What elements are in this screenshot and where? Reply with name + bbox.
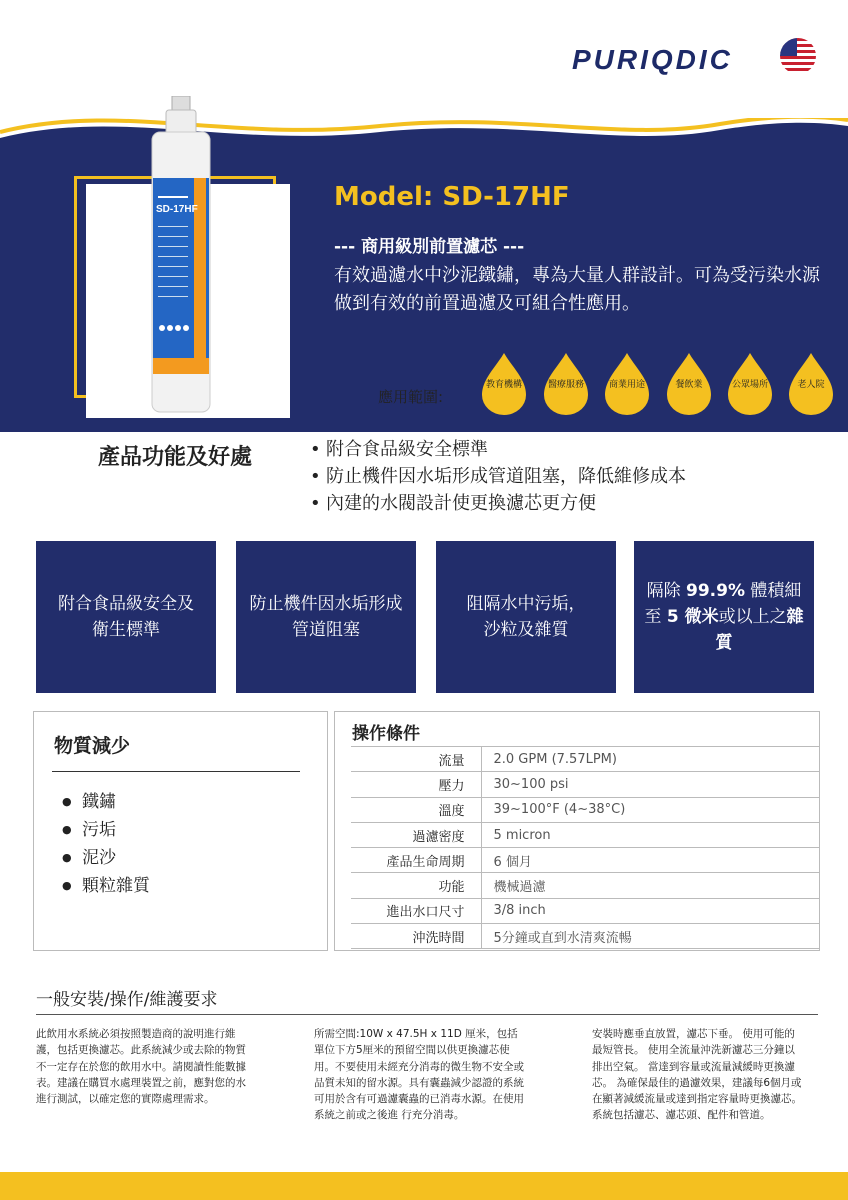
application-label: 餐飲業	[675, 380, 703, 390]
filter-cartridge-image	[150, 96, 212, 420]
reduction-title: 物質減少	[54, 735, 131, 757]
feature-item: • 內建的水閥設計使更換濾芯更方便	[310, 490, 686, 517]
feature-item: • 防止機件因水垢形成管道阻塞，降低維修成本	[310, 463, 686, 490]
operating-title: 操作條件	[352, 724, 420, 744]
reduction-item: ● 污垢	[62, 816, 150, 844]
cartridge-label: SD-17HF	[156, 204, 198, 215]
feature-box-text: 防止機件因水垢形成管道阻塞	[249, 594, 403, 640]
table-row: 壓力 30~100 psi	[351, 772, 819, 797]
install-column-3: 安裝時應垂直放置，濾芯下垂。 使用可能的最短管長。 使用全流量沖洗新濾芯三分鐘以排出空氣。 當達到容量或流量減緩時更換濾芯。 為確保最佳的過濾效果，建議每6個月或在顯著減緩流量或達到指定容量時更換濾芯。 系統包括濾芯、濾芯頭、配件和管道。	[592, 1028, 802, 1122]
feature-box	[436, 541, 616, 693]
table-row: 進出水口尺寸 3/8 inch	[351, 898, 819, 923]
application-drop	[785, 351, 837, 417]
features-title: 產品功能及好處	[98, 445, 253, 470]
features-list	[310, 436, 686, 517]
application-label: 教育機構	[485, 380, 522, 390]
table-row: 流量 2.0 GPM (7.57LPM)	[351, 747, 819, 772]
feature-box	[236, 541, 416, 693]
feature-box-text: 阻隔水中污垢，沙粒及雜質	[466, 594, 586, 640]
reduction-item: ● 鐵鏽	[62, 788, 150, 816]
reduction-item: ● 顆粒雜質	[62, 872, 150, 900]
feature-box-text: 隔除 99.9% 體積細至 5 微米或以上之雜質	[644, 581, 804, 653]
feature-box-text: 附合食品級安全及衛生標準	[58, 594, 194, 640]
table-row: 沖洗時間 5分鐘或直到水清爽流暢	[351, 924, 819, 949]
application-drop	[478, 351, 530, 417]
model-title: Model: SD-17HF	[334, 182, 570, 212]
reduction-list	[62, 788, 150, 900]
operating-table	[351, 746, 819, 949]
application-drop	[540, 351, 592, 417]
footer-bar	[0, 1172, 848, 1200]
application-label: 商業用途	[608, 380, 645, 390]
application-label: 老人院	[797, 380, 825, 390]
application-drop	[724, 351, 776, 417]
table-row: 過濾密度 5 micron	[351, 822, 819, 847]
brand-logo: PURIQDIC	[572, 44, 733, 75]
reduction-item: ● 泥沙	[62, 844, 150, 872]
table-row: 功能 機械過濾	[351, 873, 819, 898]
feature-box	[634, 541, 814, 693]
table-row: 產品生命周期 6 個月	[351, 848, 819, 873]
applications-label: 應用範圍:	[378, 388, 444, 406]
application-drop	[601, 351, 653, 417]
feature-item: • 附合食品級安全標準	[310, 436, 686, 463]
feature-box	[36, 541, 216, 693]
divider	[52, 771, 300, 772]
application-drop	[663, 351, 715, 417]
model-description: 有效過濾水中沙泥鐵鏽，專為大量人群設計。可為受污染水源做到有效的前置過濾及可組合性應用。	[334, 265, 820, 314]
model-subtitle: --- 商用級別前置濾芯 ---	[334, 237, 525, 257]
install-column-2: 所需空間:10W x 47.5H x 11D 厘米，包括單位下方5厘米的預留空間以供更換濾芯使用。不要使用未經充分消毒的微生物不安全或品質未知的留水源。具有囊蟲減少認證的系統可用於含有可過濾囊蟲的已消毒水源。在使用系統之前或之後進 行充分消毒。	[314, 1028, 524, 1122]
install-title: 一般安裝/操作/維護要求	[36, 990, 218, 1010]
table-row: 溫度 39~100°F (4~38°C)	[351, 797, 819, 822]
application-label: 公眾場所	[731, 380, 768, 390]
application-label: 醫療服務	[547, 380, 584, 390]
divider	[36, 1014, 818, 1015]
install-column-1: 此飲用水系統必須按照製造商的說明進行維護，包括更換濾芯。此系統減少或去除的物質不一定存在於您的飲用水中。請閱讀性能數據表。建議在購買水處理裝置之前，應對您的水進行測試，以確定您的實際處理需求。	[36, 1028, 246, 1106]
us-flag-icon	[780, 38, 816, 74]
